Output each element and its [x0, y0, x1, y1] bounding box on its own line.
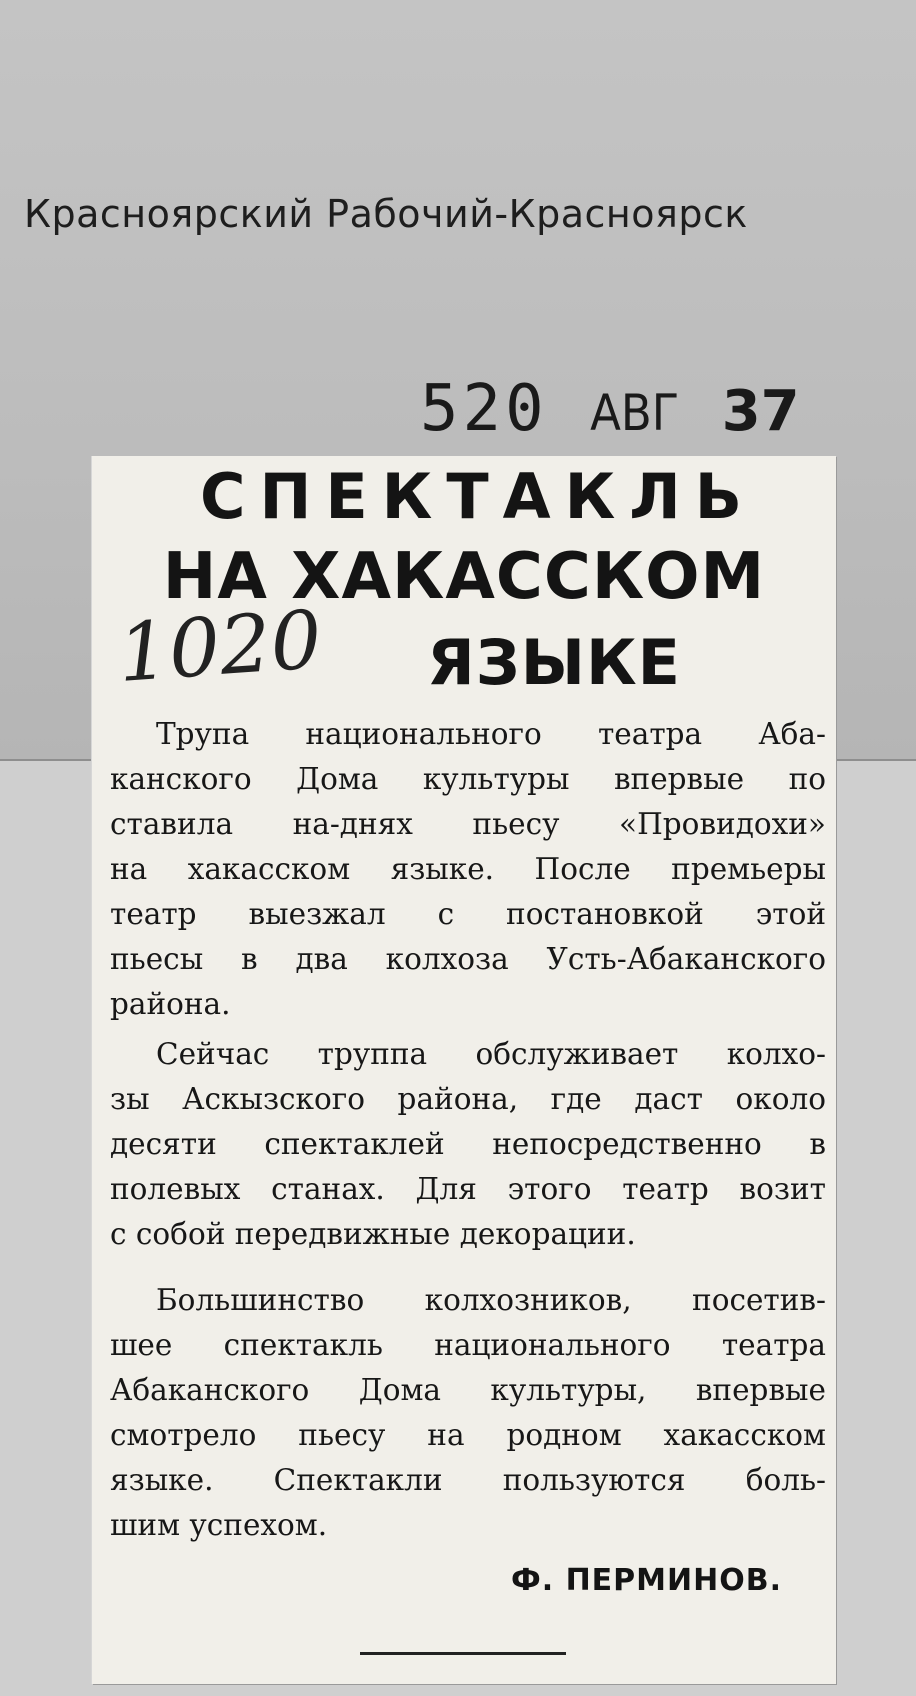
- stamp-number: 520: [420, 372, 548, 446]
- date-stamp: [420, 372, 800, 446]
- text-line: театр выезжал с постановкой этой: [110, 897, 826, 931]
- stamp-month: АВГ: [590, 384, 680, 442]
- text-line: пьесы в два колхоза Усть-Абаканского: [110, 942, 826, 976]
- text-line: Сейчас труппа обслуживает колхо-: [156, 1037, 826, 1071]
- text-line: ставила на-днях пьесу «Провидохи»: [110, 807, 826, 841]
- text-line: десяти спектаклей непосредственно в: [110, 1127, 826, 1161]
- text-line: зы Аскызского района, где даст около: [110, 1082, 826, 1116]
- headline-line-3: ЯЗЫКЕ: [426, 626, 682, 699]
- paragraph-1: [110, 712, 826, 1027]
- text-line: шим успехом.: [110, 1508, 328, 1542]
- text-line: на хакасском языке. После премьеры: [110, 852, 826, 886]
- paragraph-3: [110, 1278, 826, 1548]
- text-line: Трупа национального театра Аба-: [156, 717, 826, 751]
- closing-rule: [360, 1652, 566, 1655]
- stamp-year: 37: [721, 379, 800, 444]
- text-line: полевых станах. Для этого театр возит: [110, 1172, 826, 1206]
- headline-line-2: НА ХАКАССКОМ: [162, 540, 766, 614]
- handwritten-number: 1020: [115, 593, 325, 700]
- author-byline: Ф. ПЕРМИНОВ.: [510, 1563, 782, 1598]
- text-line: с собой передвижные декорации.: [110, 1217, 636, 1251]
- text-line: смотрело пьесу на родном хакасском: [110, 1418, 826, 1452]
- newspaper-source-label: Красноярский Рабочий-Красноярск: [24, 192, 748, 236]
- text-line: района.: [110, 987, 231, 1021]
- text-line: канского Дома культуры впервые по: [110, 762, 826, 796]
- text-line: Большинство колхозников, посетив-: [156, 1283, 826, 1317]
- paragraph-2: [110, 1032, 826, 1257]
- text-line: языке. Спектакли пользуются боль-: [110, 1463, 826, 1497]
- text-line: шее спектакль национального театра: [110, 1328, 826, 1362]
- headline-line-1: СПЕКТАКЛЬ: [199, 460, 757, 533]
- text-line: Абаканского Дома культуры, впервые: [110, 1373, 826, 1407]
